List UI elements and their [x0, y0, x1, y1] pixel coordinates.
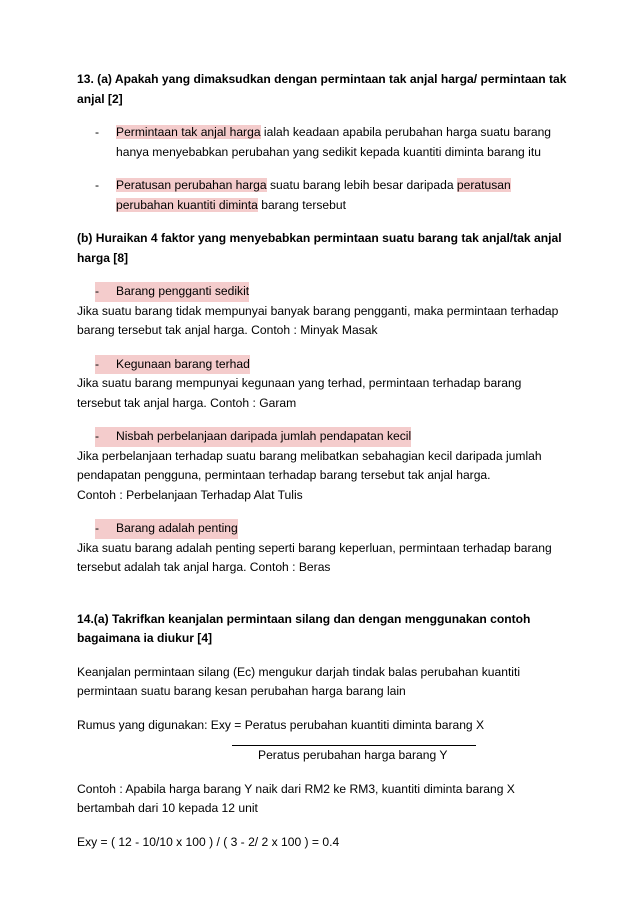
document-page — [77, 70, 567, 852]
bullet-text: suatu barang lebih besar daripada — [266, 178, 457, 192]
bullet-text: ialah keadaan apabila perubahan harga suatu barang hanya menyebabkan perubahan yang sedikit kepada kuantiti diminta barang itu — [116, 125, 552, 159]
q13b-heading: (b) Huraikan 4 faktor yang menyebabkan permintaan suatu barang tak anjal/tak anjal harga [8] — [77, 231, 562, 265]
q14-definition: Keanjalan permintaan silang (Ec) mengukur darjah tindak balas perubahan kuantiti permintaan suatu barang kesan perubahan harga barang lain — [77, 664, 521, 698]
factor-title: Nisbah perbelanjaan daripada jumlah pendapatan kecil — [116, 427, 411, 447]
q13a-bullet-2 — [95, 176, 567, 215]
factor-title: Kegunaan barang terhad — [116, 355, 250, 375]
factor-body: Jika suatu barang mempunyai kegunaan yang terhad, permintaan terhadap barang tersebut tak anjal harga. Contoh : Garam — [77, 376, 522, 410]
q14a-heading: 14.(a) Takrifkan keanjalan permintaan silang dan dengan menggunakan contoh bagaimana ia diukur [4] — [77, 611, 531, 645]
bullet-dash: - — [95, 355, 116, 375]
factor-body: Jika suatu barang tidak mempunyai banyak barang pengganti, maka permintaan terhadap barang tersebut tak anjal harga. Contoh : Minyak Masak — [77, 303, 559, 337]
bullet-dash: - — [95, 427, 116, 447]
q14-example: Contoh : Apabila harga barang Y naik dari RM2 ke RM3, kuantiti diminta barang X bertambah dari 10 kepada 12 unit — [77, 781, 515, 815]
bullet-dash: - — [95, 125, 100, 139]
factor-example: Contoh : Perbelanjaan Terhadap Alat Tulis — [77, 487, 303, 502]
formula-numerator: Rumus yang digunakan: Exy = Peratus perubahan kuantiti diminta barang X — [77, 717, 485, 732]
bullet-text: barang tersebut — [257, 197, 346, 212]
formula-denominator: Peratus perubahan harga barang Y — [258, 748, 448, 762]
factor-body: Jika suatu barang adalah penting seperti barang keperluan, permintaan terhadap barang tersebut adalah tak anjal harga. Contoh : Beras — [77, 540, 552, 574]
bullet-dash: - — [95, 519, 116, 539]
q13a-heading: 13. (a) Apakah yang dimaksudkan dengan permintaan tak anjal harga/ permintaan tak anjal [2] — [77, 72, 567, 106]
factor-title: Barang pengganti sedikit — [116, 282, 249, 302]
q14-calculation: Exy = ( 12 - 10/10 x 100 ) / ( 3 - 2/ 2 x 100 ) = 0.4 — [77, 834, 340, 849]
factor-title: Barang adalah penting — [116, 519, 238, 539]
factor-4 — [77, 519, 567, 578]
factor-body: Jika perbelanjaan terhadap suatu barang melibatkan sebahagian kecil daripada jumlah pendapatan pengguna, permintaan terhadap barang tersebut tak anjal harga. — [77, 448, 542, 482]
factor-2 — [77, 355, 567, 414]
bullet-dash: - — [95, 282, 116, 302]
bullet-dash: - — [95, 178, 100, 192]
factor-3 — [77, 427, 567, 505]
factor-1 — [77, 282, 567, 341]
highlight-term: Permintaan tak anjal harga — [116, 125, 261, 139]
highlight-term: peratusan perubahan kuantiti diminta — [116, 178, 511, 212]
q13a-bullet-1 — [95, 123, 567, 162]
highlight-term: Peratusan perubahan harga — [116, 178, 267, 192]
